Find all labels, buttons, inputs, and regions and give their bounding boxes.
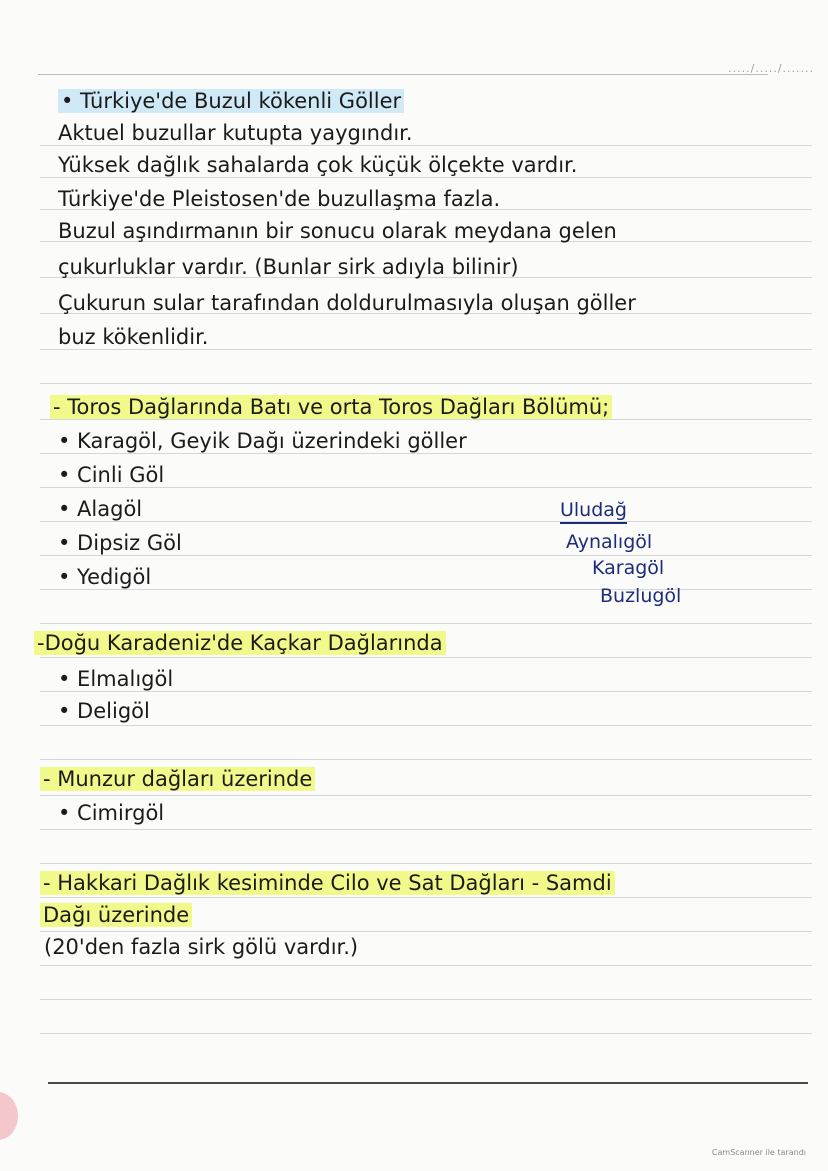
text-line: buz kökenlidir.: [58, 325, 209, 349]
heading-text: • Türkiye'de Buzul kökenli Göller: [58, 89, 404, 113]
date-placeholder: ...../...../.......: [728, 62, 814, 75]
ruled-line: [40, 897, 812, 898]
heading-text: Dağı üzerinde: [40, 903, 192, 927]
header-rule: [38, 74, 768, 75]
side-note-item: Aynalıgöl: [566, 531, 653, 553]
ruled-line: [40, 999, 812, 1000]
list-item: • Dipsiz Göl: [58, 531, 182, 555]
ruled-line: [40, 795, 812, 796]
ruled-line: [40, 725, 812, 726]
section-heading: [34, 630, 446, 656]
section-heading-continued: [40, 902, 192, 928]
side-note-item: Buzlugöl: [600, 585, 682, 607]
footer-rule: [48, 1082, 808, 1084]
section-heading: [40, 766, 315, 792]
list-item: • Alagöl: [58, 497, 143, 521]
text-line: Yüksek dağlık sahalarda çok küçük ölçekte vardır.: [58, 153, 578, 177]
list-item: • Cimirgöl: [58, 801, 165, 825]
text-line: Türkiye'de Pleistosen'de buzullaşma fazla.: [58, 187, 501, 211]
text-line: Aktuel buzullar kutupta yaygındır.: [58, 121, 413, 145]
section-heading: [50, 394, 612, 420]
list-item: • Deligöl: [58, 699, 150, 723]
ruled-line: [40, 1033, 812, 1034]
list-item: • Elmalıgöl: [58, 667, 174, 691]
ruled-line: [40, 965, 812, 966]
scan-finger-shadow: [0, 1092, 18, 1140]
ruled-line: [40, 623, 812, 624]
ruled-line: [40, 863, 812, 864]
section-heading: [40, 870, 615, 896]
ruled-line: [40, 829, 812, 830]
ruled-line: [40, 383, 812, 384]
text-line: Çukurun sular tarafından doldurulmasıyla oluşan göller: [58, 291, 636, 315]
ruled-line: [40, 521, 812, 522]
text-line: Buzul aşındırmanın bir sonucu olarak meydana gelen: [58, 219, 617, 243]
list-item: • Yedigöl: [58, 565, 152, 589]
text-line: çukurluklar vardır. (Bunlar sirk adıyla bilinir): [58, 255, 519, 279]
side-note-title: Uludağ: [560, 498, 627, 522]
note-line: (20'den fazla sirk gölü vardır.): [44, 935, 359, 959]
section-heading: [58, 88, 404, 114]
list-item: • Karagöl, Geyik Dağı üzerindeki göller: [58, 429, 467, 453]
list-item: • Cinli Göl: [58, 463, 165, 487]
heading-text: - Hakkari Dağlık kesiminde Cilo ve Sat Dağları - Samdi: [40, 871, 615, 895]
heading-text: - Toros Dağlarında Batı ve orta Toros Dağları Bölümü;: [50, 395, 612, 419]
scanner-watermark: CamScanner ile tarandı: [711, 1148, 806, 1157]
ruled-line: [40, 931, 812, 932]
side-note-item: Karagöl: [592, 557, 665, 579]
ruled-line: [40, 589, 812, 590]
ruled-line: [40, 657, 812, 658]
ruled-line: [40, 759, 812, 760]
heading-text: - Munzur dağları üzerinde: [40, 767, 315, 791]
heading-text: -Doğu Karadeniz'de Kaçkar Dağlarında: [34, 631, 446, 655]
